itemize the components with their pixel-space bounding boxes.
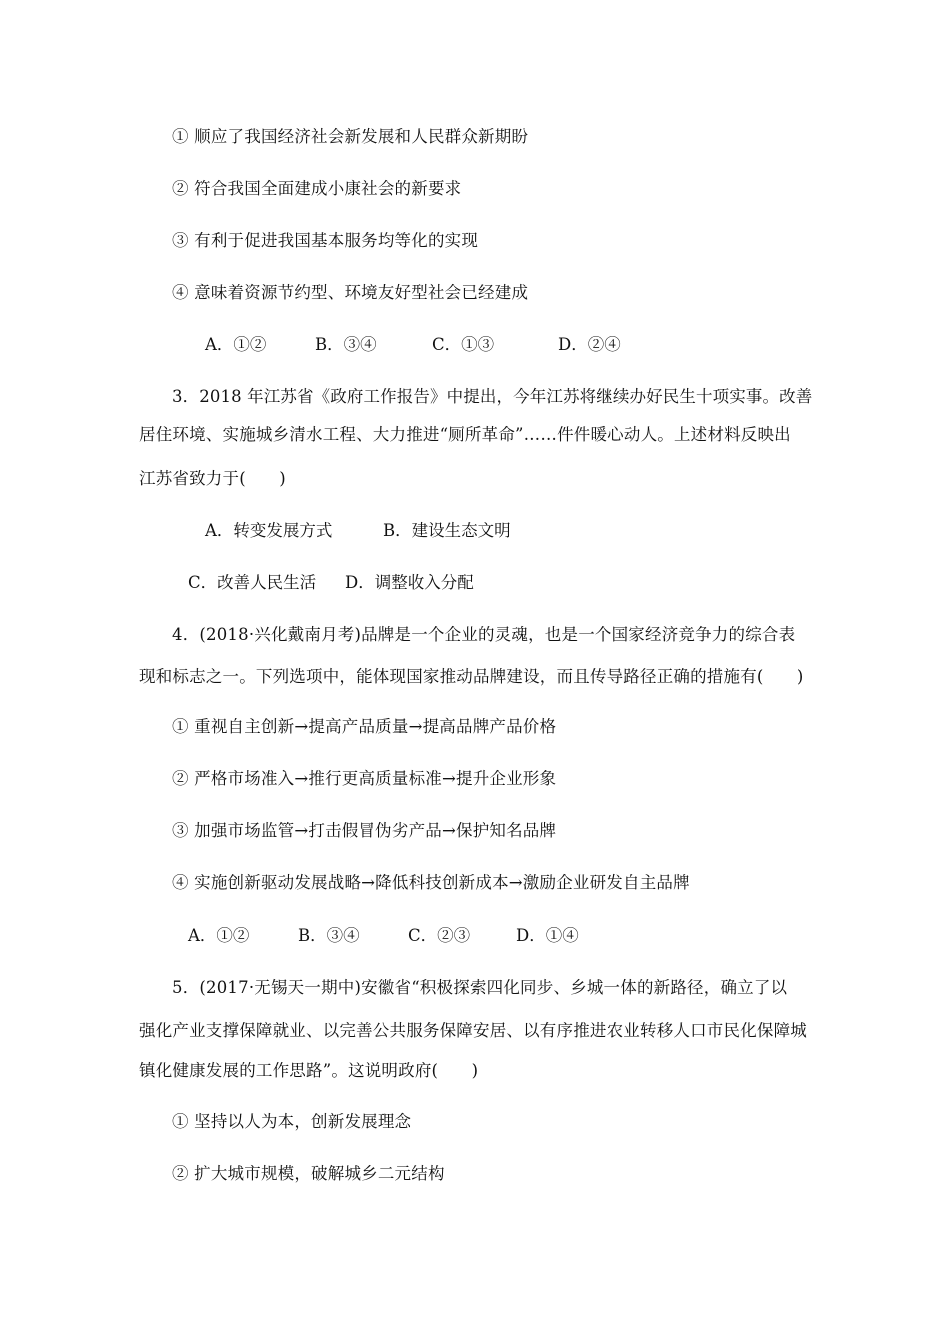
q3-option-b: B．建设生态文明 (383, 521, 511, 540)
q5-stem-line-3: 镇化健康发展的工作思路”。这说明政府( ) (139, 1061, 479, 1080)
q4-stem-line-2: 现和标志之一。下列选项中，能体现国家推动品牌建设，而且传导路径正确的措施有( ) (139, 667, 804, 686)
q3-stem-line-2: 居住环境、实施城乡清水工程、大力推进“厕所革命”……件件暖心动人。上述材料反映出 (139, 425, 791, 444)
q3-stem-line-3: 江苏省致力于( ) (139, 469, 286, 488)
q2-option-b: B．③④ (315, 335, 377, 354)
q4-item-3: ③ 加强市场监管→打击假冒伪劣产品→保护知名品牌 (172, 821, 557, 840)
q4-stem-line-1: 4．(2018·兴化戴南月考)品牌是一个企业的灵魂，也是一个国家经济竞争力的综合表 (172, 625, 796, 644)
q5-stem-line-2: 强化产业支撑保障就业、以完善公共服务保障安居、以有序推进农业转移人口市民化保障城 (139, 1021, 807, 1040)
q2-option-a: A．①② (205, 335, 267, 354)
q2-option-d: D．②④ (558, 335, 621, 354)
q3-stem-line-1: 3．2018 年江苏省《政府工作报告》中提出，今年江苏将继续办好民生十项实事。改善 (172, 387, 813, 406)
q2-item-4: ④ 意味着资源节约型、环境友好型社会已经建成 (172, 283, 529, 302)
q3-option-c: C．改善人民生活 (188, 573, 317, 592)
q4-item-4: ④ 实施创新驱动发展战略→降低科技创新成本→激励企业研发自主品牌 (172, 873, 690, 892)
q2-option-c: C．①③ (432, 335, 495, 354)
q4-option-b: B．③④ (298, 926, 360, 945)
q2-item-2: ② 符合我国全面建成小康社会的新要求 (172, 179, 462, 198)
q3-option-a: A．转变发展方式 (205, 521, 333, 540)
q4-option-a: A．①② (188, 926, 250, 945)
q5-stem-line-1: 5．(2017·无锡天一期中)安徽省“积极探索四化同步、乡城一体的新路径，确立了以 (172, 978, 788, 997)
q2-item-3: ③ 有利于促进我国基本服务均等化的实现 (172, 231, 479, 250)
q5-item-1: ① 坚持以人为本，创新发展理念 (172, 1112, 412, 1131)
q2-item-1: ① 顺应了我国经济社会新发展和人民群众新期盼 (172, 127, 529, 146)
q3-option-d: D．调整收入分配 (345, 573, 474, 592)
q4-option-c: C．②③ (408, 926, 471, 945)
q5-item-2: ② 扩大城市规模，破解城乡二元结构 (172, 1164, 445, 1183)
q4-item-1: ① 重视自主创新→提高产品质量→提高品牌产品价格 (172, 717, 557, 736)
q4-item-2: ② 严格市场准入→推行更高质量标准→提升企业形象 (172, 769, 557, 788)
q4-option-d: D．①④ (516, 926, 579, 945)
